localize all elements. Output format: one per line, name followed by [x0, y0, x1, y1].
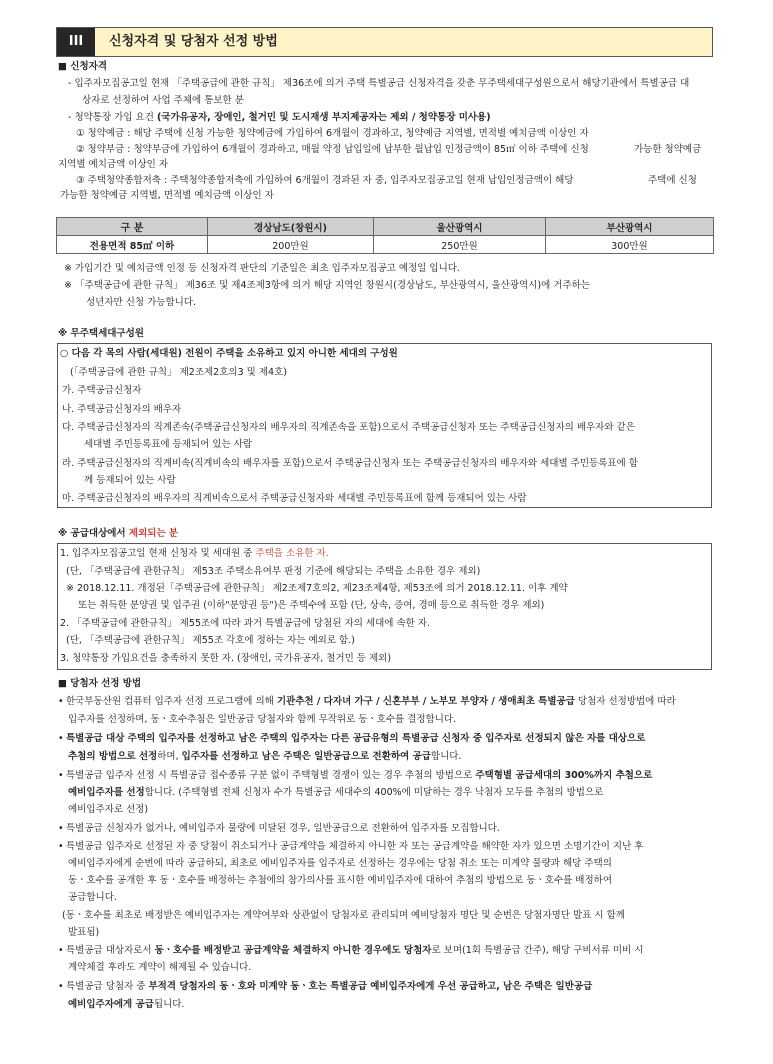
- household-item-na: 나. 주택공급신청자의 배우자: [62, 404, 182, 415]
- selection-p7-a: 특별공급 대상자로서: [66, 945, 155, 956]
- section-number: III: [57, 28, 95, 56]
- bullet: •: [58, 945, 64, 956]
- excluded-item-2-a: 2. 「주택공급에 관한규칙」 제55조에 따라 과거 특별공급에 당첨된 자의 세대에 속한 자.: [60, 618, 431, 629]
- selection-p1-d: 입주자를 선정하며, 동ㆍ호수추첨은 일반공급 당첨자와 함께 무작위로 동ㆍ호수를 결정합니다.: [68, 714, 457, 725]
- selection-p4: 특별공급 신청자가 없거나, 예비입주자 물량에 미달된 경우, 일반공급으로 전환하여 입주자를 모집합니다.: [66, 823, 500, 834]
- selection-p1-a: 한국부동산원 컴퓨터 입주자 선정 프로그램에 의해: [66, 696, 277, 707]
- selection-p3-a: 특별공급 입주자 선정 시 특별공급 접수종류 구분 없이 주택형별 경쟁이 있는 경우 추첨의 방법으로: [66, 770, 476, 781]
- selection-p5-d: 공급합니다.: [68, 892, 117, 903]
- item-savings-a: ③ 주택청약종합저축 : 주택청약종합저축에 가입하여 6개월이 경과된 자 중, 입주자모집공고일 현재 납입인정금액이 해당: [76, 175, 574, 186]
- item-installment-a: ② 청약부금 : 청약부금에 가입하여 6개월이 경과하고, 매월 약정 납입일에 납부한 월납입 인정금액이 85㎡ 이하 주택에 신청: [76, 144, 589, 155]
- bullet: •: [58, 823, 64, 834]
- selection-p3-line1: [66, 769, 652, 782]
- bullet: •: [58, 770, 64, 781]
- table-header-cell: 경상남도(창원시): [208, 218, 374, 236]
- deposit-table: [56, 217, 714, 254]
- selection-p6-a: (동ㆍ호수를 최초로 배정받은 예비입주자는 계약여부와 상관없이 당첨자로 관리되며 예비당첨자 명단 및 순번은 당첨자명단 발표 시 함께: [62, 910, 625, 921]
- selection-p1-c: 당첨자 선정방법에 따라: [574, 696, 676, 707]
- table-cell: 250만원: [374, 236, 546, 254]
- selection-p8-c: 예비입주자에게 공급: [68, 999, 154, 1010]
- selection-p3-e: 예비입주자로 선정): [68, 804, 149, 815]
- table-header-cell: 울산광역시: [374, 218, 546, 236]
- table-header-row: [57, 218, 714, 236]
- note-3: 성년자만 신청 가능합니다.: [86, 297, 197, 308]
- bullet: •: [58, 696, 64, 707]
- excluded-item-3: 3. 청약통장 가입요건을 충족하지 못한 자. (장애인, 국가유공자, 철거민 등 제외): [60, 653, 392, 664]
- table-cell: 200만원: [208, 236, 374, 254]
- selection-p8-line2: [68, 998, 184, 1011]
- selection-p2-line2: [68, 750, 461, 763]
- selection-heading: ■ 당첨자 선정 방법: [58, 678, 142, 689]
- qualification-heading: ■ 신청자격: [58, 61, 107, 72]
- bullet: •: [58, 733, 64, 744]
- item-savings-c: 가능한 청약예금 지역별, 면적별 예치금액 이상인 자: [60, 190, 274, 201]
- selection-p7-line1: [66, 944, 643, 957]
- selection-p5-a: 특별공급 입주자로 선정된 자 중 당첨이 취소되거나 공급계약을 체결하지 아니한 자 또는 공급계약을 해약한 자가 있으면 소명기간이 지난 후: [66, 841, 644, 852]
- selection-p2-e: 합니다.: [430, 751, 462, 762]
- selection-p7-b: 동ㆍ호수를 배정받고 공급계약을 체결하지 아니한 경우에도 당첨자: [154, 945, 432, 956]
- household-item-ga: 가. 주택공급신청자: [62, 385, 142, 396]
- selection-p7-d: 계약체결 후라도 계약이 해제될 수 있습니다.: [68, 962, 252, 973]
- excluded-item-1: [60, 547, 329, 560]
- item-deposit: ① 청약예금 : 해당 주택에 신청 가능한 청약예금에 가입하여 6개월이 경과하고, 청약예금 지역별, 면적별 예치금액 이상인 자: [76, 128, 589, 139]
- selection-p2-d: 입주자를 선정하고 남은 주택은 일반공급으로 전환하여 공급: [181, 751, 431, 762]
- table-cell: 300만원: [546, 236, 714, 254]
- household-heading: ※ 무주택세대구성원: [58, 328, 144, 339]
- excluded-item-1-a: 1. 입주자모집공고일 현재 신청자 및 세대원 중: [60, 548, 256, 559]
- table-cell: 전용면적 85㎡ 이하: [57, 236, 208, 254]
- qualification-line-2: 상자로 선정하여 사업 주체에 통보한 분: [82, 95, 244, 106]
- excluded-item-1-e: 또는 취득한 분양권 및 입주권 (이하"분양권 등")은 주택수에 포함 (단, 상속, 증여, 경매 등으로 취득한 경우 제외): [78, 600, 545, 611]
- selection-p6-b: 발표됨): [68, 927, 100, 938]
- selection-p1-b: 기관추천 / 다자녀 가구 / 신혼부부 / 노부모 부양자 / 생애최초 특별공급: [276, 696, 575, 707]
- household-item-ma: 마. 주택공급신청자의 배우자의 직계비속으로서 주택공급신청자와 세대별 주민등록표에 함께 등재되어 있는 사람: [62, 493, 527, 504]
- section-header: [56, 27, 713, 57]
- item-installment-b: 가능한 청약예금: [634, 144, 702, 155]
- selection-p8-d: 됩니다.: [153, 999, 185, 1010]
- excluded-item-1-c: (단, 「주택공급에 관한규칙」 제53조 주택소유여부 판정 기준에 해당되는 주택을 소유한 경우 제외): [66, 566, 481, 577]
- excluded-item-2-b: (단, 「주택공급에 관한규칙」 제55조 각호에 정하는 자는 예외로 함.): [66, 635, 355, 646]
- table-row: [57, 236, 714, 254]
- selection-p2-c: 하며,: [157, 751, 182, 762]
- selection-p2-a: 특별공급 대상 주택의 입주자를 선정하고 남은 주택의 입주자는 다른 공급유형의 특별공급 신청자 중 입주자로 선정되지 않은 자를 대상으로: [66, 733, 646, 744]
- note-1: ※ 가입기간 및 예치금액 인정 등 신청자격 판단의 기준일은 최초 입주자모집공고 예정일 입니다.: [64, 263, 460, 274]
- selection-p1: [66, 695, 676, 708]
- selection-p5-b: 예비입주자에게 순번에 따라 공급하되, 최초로 예비입주자를 입주자로 선정하는 경우에는 당첨 취소 또는 미계약 물량과 해당 주택의: [68, 858, 612, 869]
- household-lead: ○ 다음 각 목의 사람(세대원) 전원이 주택을 소유하고 있지 아니한 세대의 구성원: [60, 348, 398, 359]
- item-installment-c: 지역별 예치금액 이상인 자: [58, 159, 169, 170]
- bankbook-requirement-label: - 청약통장 가입 요건: [68, 112, 157, 123]
- bankbook-requirement-exception: (국가유공자, 장애인, 철거민 및 도시재생 부지제공자는 제외 / 청약통장 미사용): [156, 112, 491, 123]
- bankbook-requirement: [68, 111, 491, 124]
- bullet: •: [58, 841, 64, 852]
- household-item-da-1: 다. 주택공급신청자의 직계존속(주택공급신청자의 배우자의 직계존속을 포함)으로서 주택공급신청자 또는 주택공급신청자의 배우자와 같은: [62, 422, 635, 433]
- selection-p3-d: 합니다. (주택형별 전체 신청자 수가 특별공급 세대수의 400%에 미달하는 경우 낙첨자 모두를 추첨의 방법으로: [144, 787, 604, 798]
- household-ref: (「주택공급에 관한 규칙」 제2조제2호의3 및 제4호): [70, 367, 287, 378]
- household-item-ra-1: 라. 주택공급신청자의 직계비속(직계비속의 배우자를 포함)으로서 주택공급신청자 또는 주택공급신청자의 배우자와 세대별 주민등록표에 함: [62, 458, 638, 469]
- table-header-cell: 부산광역시: [546, 218, 714, 236]
- section-title: 신청자격 및 당첨자 선정 방법: [109, 34, 278, 49]
- excluded-item-1-d: ※ 2018.12.11. 개정된「주택공급에 관한규칙」 제2조제7호의2, 제23조제4항, 제53조에 의거 2018.12.11. 이후 계약: [66, 583, 568, 594]
- excluded-item-1-b: 주택을 소유한 자.: [255, 548, 329, 559]
- selection-p8-line1: [66, 980, 592, 993]
- selection-p3-c: 예비입주자를 선정: [68, 787, 145, 798]
- selection-p7-c: 로 보며(1회 특별공급 간주), 해당 구비서류 미비 시: [431, 945, 644, 956]
- selection-p8-a: 특별공급 당첨자 중: [66, 981, 149, 992]
- excluded-heading-a: ※ 공급대상에서: [58, 528, 129, 539]
- selection-p3-b: 주택형별 공급세대의 300%까지 추첨으로: [475, 770, 653, 781]
- table-header-cell: 구 분: [57, 218, 208, 236]
- selection-p8-b: 부적격 당첨자의 동ㆍ호와 미계약 동ㆍ호는 특별공급 예비입주자에게 우선 공급하고, 남은 주택은 일반공급: [148, 981, 593, 992]
- selection-p3-line2: [68, 786, 603, 799]
- note-2: ※ 「주택공급에 관한 규칙」 제36조 및 제4조제3항에 의거 해당 지역인 창원시(경상남도, 부산광역시, 울산광역시)에 거주하는: [64, 280, 590, 291]
- household-item-ra-2: 께 등재되어 있는 사람: [84, 475, 176, 486]
- item-savings-b: 주택에 신청: [648, 175, 697, 186]
- selection-p5-c: 동ㆍ호수를 공개한 후 동ㆍ호수를 배정하는 추첨에의 참가의사를 표시한 예비입주자에 대하여 추첨의 방법으로 동ㆍ호수를 배정하여: [68, 875, 612, 886]
- selection-p2-b: 추첨의 방법으로 선정: [68, 751, 158, 762]
- excluded-heading-b: 제외되는 분: [128, 528, 179, 539]
- household-item-da-2: 세대별 주민등록표에 등재되어 있는 사람: [84, 439, 253, 450]
- bullet: •: [58, 981, 64, 992]
- excluded-heading: [58, 527, 178, 540]
- qualification-line-1: - 입주자모집공고일 현재 「주택공급에 관한 규칙」 제36조에 의거 주택 특별공급 신청자격을 갖춘 무주택세대구성원으로서 해당기관에서 특별공급 대: [68, 78, 690, 89]
